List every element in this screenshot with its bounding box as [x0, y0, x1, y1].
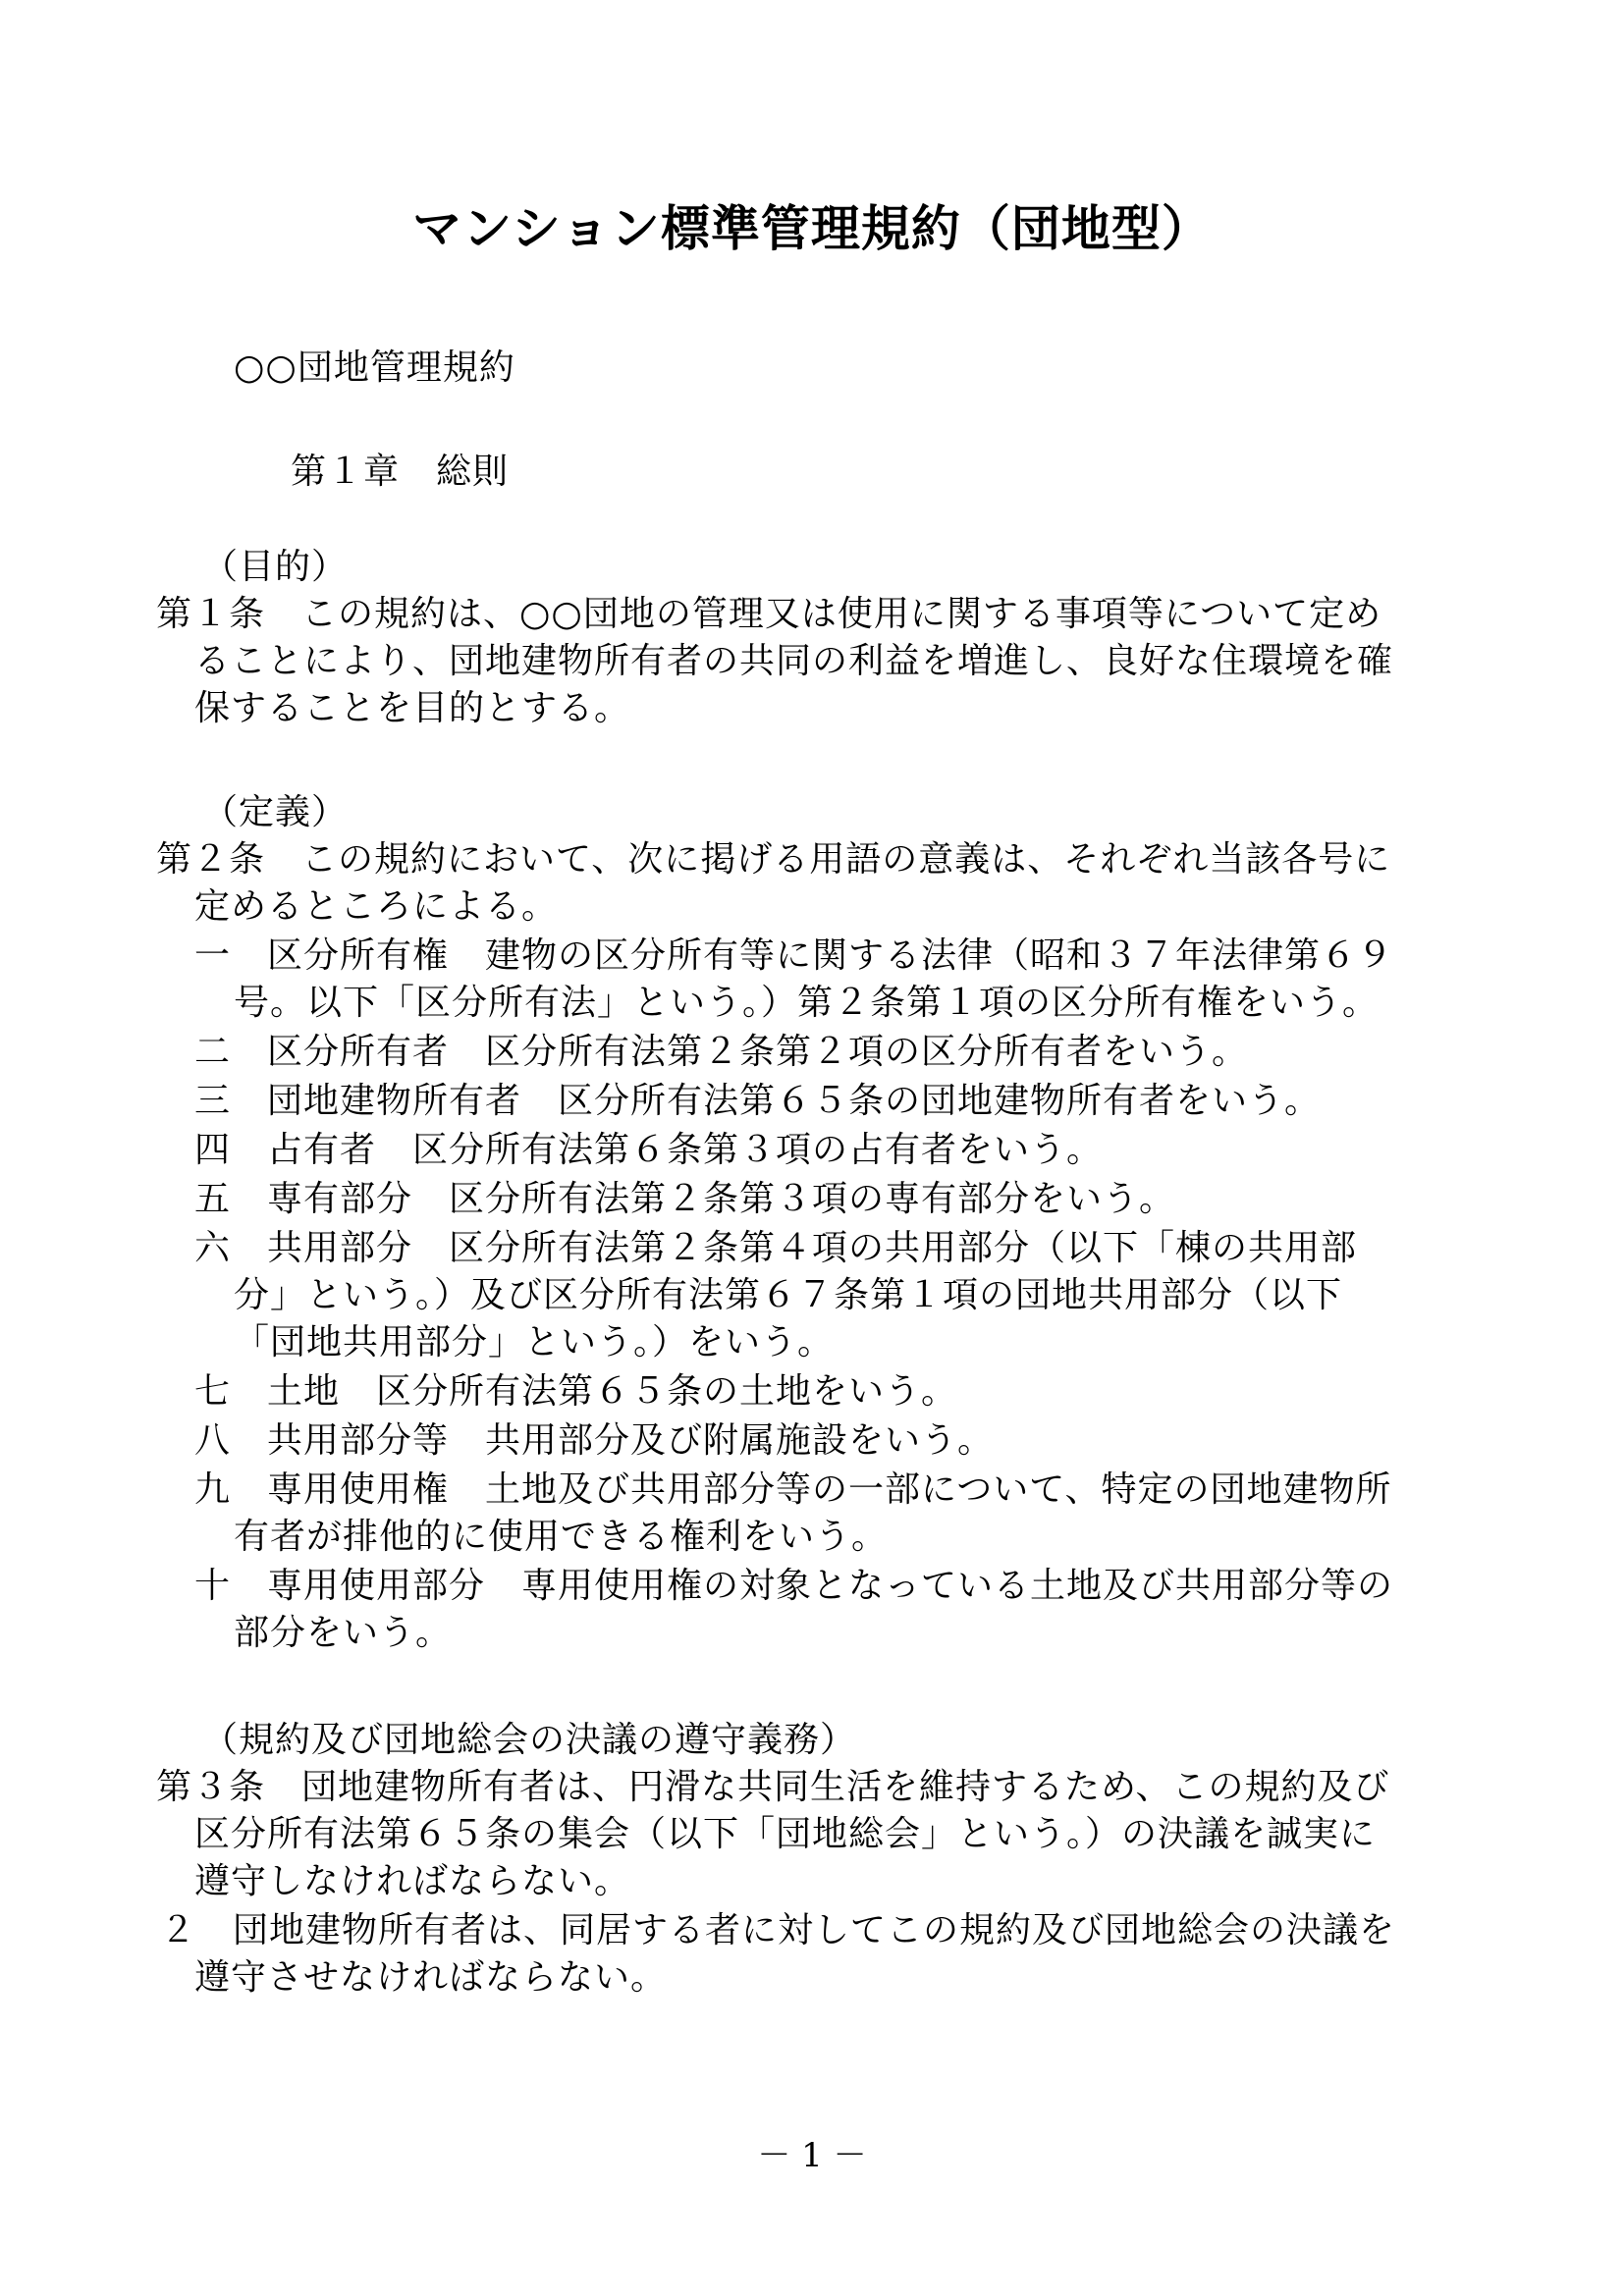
- definition-item-2: 二 区分所有者 区分所有法第２条第２項の区分所有者をいう。: [194, 1032, 1249, 1072]
- page-number: － 1 －: [757, 2136, 867, 2175]
- article-2-caption: （定義）: [202, 792, 349, 832]
- definition-item-1: 一 区分所有権 建物の区分所有等に関する法律（昭和３７年法律第６９: [194, 935, 1394, 976]
- definition-item-5: 五 専有部分 区分所有法第２条第３項の専有部分をいう。: [194, 1179, 1176, 1219]
- article-1-line-1: 第１条 この規約は、○○団地の管理又は使用に関する事項等について定め: [156, 594, 1382, 634]
- definition-item-6-cont-2: 「団地共用部分」という。）をいう。: [234, 1322, 835, 1362]
- article-3-line-2: 区分所有法第６５条の集会（以下「団地総会」という。）の決議を誠実に: [194, 1814, 1377, 1854]
- definition-item-1-cont: 号。以下「区分所有法」という。）第２条第１項の区分所有権をいう。: [234, 983, 1380, 1023]
- regulation-name: ○○団地管理規約: [234, 347, 515, 388]
- definition-item-4: 四 占有者 区分所有法第６条第３項の占有者をいう。: [194, 1130, 1104, 1170]
- article-3-caption: （規約及び団地総会の決議の遵守義務）: [202, 1720, 857, 1760]
- definition-item-7: 七 土地 区分所有法第６５条の土地をいう。: [194, 1371, 958, 1412]
- definition-item-10: 十 専用使用部分 専用使用権の対象となっている土地及び共用部分等の: [194, 1566, 1394, 1606]
- article-1-line-3: 保することを目的とする。: [194, 688, 631, 728]
- document-title: マンション標準管理規約（団地型）: [412, 200, 1212, 257]
- article-3-para-2-line-1: ２ 団地建物所有者は、同居する者に対してこの規約及び団地総会の決議を: [160, 1910, 1396, 1950]
- article-3-para-2-line-2: 遵守させなければならない。: [194, 1957, 668, 1998]
- definition-item-6-cont-1: 分」という。）及び区分所有法第６７条第１項の団地共用部分（以下: [234, 1275, 1343, 1315]
- article-1-line-2: ることにより、団地建物所有者の共同の利益を増進し、良好な住環境を確: [194, 641, 1394, 681]
- article-2-line-1: 第２条 この規約において、次に掲げる用語の意義は、それぞれ当該各号に: [156, 839, 1391, 880]
- definition-item-8: 八 共用部分等 共用部分及び附属施設をいう。: [194, 1420, 995, 1461]
- definition-item-9-cont: 有者が排他的に使用できる権利をいう。: [234, 1517, 889, 1557]
- article-1-caption: （目的）: [202, 547, 349, 587]
- definition-item-9: 九 専用使用権 土地及び共用部分等の一部について、特定の団地建物所: [194, 1469, 1392, 1510]
- chapter-heading: 第１章 総則: [291, 452, 510, 492]
- definition-item-6: 六 共用部分 区分所有法第２条第４項の共用部分（以下「棟の共用部: [194, 1228, 1358, 1268]
- definition-item-3: 三 団地建物所有者 区分所有法第６５条の団地建物所有者をいう。: [194, 1081, 1322, 1121]
- article-3-line-3: 遵守しなければならない。: [194, 1861, 631, 1901]
- article-2-line-2: 定めるところによる。: [194, 886, 559, 927]
- article-3-line-1: 第３条 団地建物所有者は、円滑な共同生活を維持するため、この規約及び: [156, 1767, 1390, 1807]
- definition-item-10-cont: 部分をいう。: [234, 1613, 453, 1653]
